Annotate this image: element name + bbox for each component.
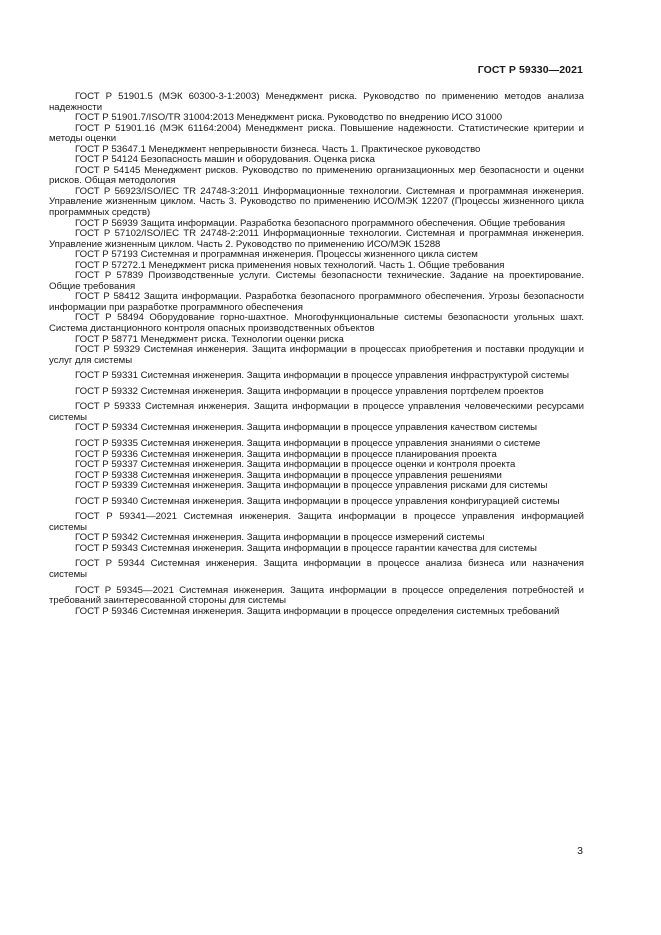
reference-item: ГОСТ Р 59329 Системная инженерия. Защита информации в процессах приобретения и поставки продукции и услуг для системы — [49, 344, 584, 366]
reference-item: ГОСТ Р 59332 Системная инженерия. Защита информации в процессе управления портфелем проектов — [75, 385, 544, 397]
reference-item: ГОСТ Р 59336 Системная инженерия. Защита информации в процессе планирования проекта — [75, 448, 497, 460]
reference-item: ГОСТ Р 53647.1 Менеджмент непрерывности бизнеса. Часть 1. Практическое руководство — [75, 143, 481, 155]
reference-item: ГОСТ Р 59346 Системная инженерия. Защита информации в процессе определения системных требований — [75, 605, 560, 617]
reference-item: ГОСТ Р 59337 Системная инженерия. Защита информации в процессе оценки и контроля проекта — [75, 459, 516, 471]
reference-item: ГОСТ Р 59344 Системная инженерия. Защита информации в процессе анализа бизнеса или назначения системы — [49, 558, 584, 580]
reference-item: ГОСТ Р 59334 Системная инженерия. Защита информации в процессе управления качеством системы — [75, 422, 538, 434]
document-header: ГОСТ Р 59330—2021 — [477, 64, 583, 76]
reference-item: ГОСТ Р 51901.5 (МЭК 60300-3-1:2003) Менеджмент риска. Руководство по применению методов анализа надежности — [49, 91, 584, 113]
reference-item: ГОСТ Р 54145 Менеджмент рисков. Руководство по применению организационных мер безопасности и оценки рисков. Общая методология — [49, 164, 584, 187]
reference-item: ГОСТ Р 59339 Системная инженерия. Защита информации в процессе управления рисками для системы — [75, 480, 548, 492]
reference-item: ГОСТ Р 59331 Системная инженерия. Защита информации в процессе управления инфраструктурой системы — [75, 370, 570, 382]
reference-item: ГОСТ Р 59340 Системная инженерия. Защита информации в процессе управления конфигурацией системы — [75, 495, 560, 507]
reference-item: ГОСТ Р 51901.16 (МЭК 61164:2004) Менеджмент риска. Повышение надежности. Статистические критерии и методы оценки — [49, 122, 584, 145]
reference-item: ГОСТ Р 54124 Безопасность машин и оборудования. Оценка риска — [75, 154, 375, 166]
normative-references-list — [49, 92, 584, 617]
reference-item: ГОСТ Р 59342 Системная инженерия. Защита информации в процессе измерений системы — [75, 532, 485, 544]
reference-item: ГОСТ Р 56923/ISO/IEC TR 24748-3:2011 Информационные технологии. Системная и программная инженерия. Управление жизненным циклом. Часть 3. Руководство по применению ИСО/МЭК 12207 (Процессы жизненного цикла программных средств) — [49, 185, 584, 219]
reference-item: ГОСТ Р 57193 Системная и программная инженерия. Процессы жизненного цикла систем — [75, 249, 478, 261]
reference-item: ГОСТ Р 58771 Менеджмент риска. Технологии оценки риска — [75, 333, 344, 345]
reference-item: ГОСТ Р 59345—2021 Системная инженерия. Защита информации в процессе определения потребностей и требований заинтересованной стороны для системы — [49, 584, 584, 607]
reference-item: ГОСТ Р 59343 Системная инженерия. Защита информации в процессе гарантии качества для системы — [75, 542, 537, 554]
reference-item: ГОСТ Р 59338 Системная инженерия. Защита информации в процессе управления решениями — [75, 469, 502, 481]
reference-item: ГОСТ Р 59333 Системная инженерия. Защита информации в процессе управления человеческими ресурсами системы — [49, 401, 584, 423]
reference-item: ГОСТ Р 57272.1 Менеджмент риска применения новых технологий. Часть 1. Общие требования — [75, 259, 505, 271]
reference-item: ГОСТ Р 59341—2021 Системная инженерия. Защита информации в процессе управления информацией системы — [49, 511, 584, 533]
reference-item: ГОСТ Р 57839 Производственные услуги. Системы безопасности технические. Задание на проектирование. Общие требования — [49, 270, 584, 292]
reference-item: ГОСТ Р 58494 Оборудование горно-шахтное. Многофункциональные системы безопасности угольных шахт. Система дистанционного контроля опасных производственных объектов — [49, 312, 584, 335]
reference-item: ГОСТ Р 51901.7/ISO/TR 31004:2013 Менеджмент риска. Руководство по внедрению ИСО 31000 — [75, 112, 503, 124]
reference-item: ГОСТ Р 59335 Системная инженерия. Защита информации в процессе управления знаниями о системе — [75, 437, 541, 449]
reference-item: ГОСТ Р 57102/ISO/IEC TR 24748-2:2011 Информационные технологии. Системная и программная инженерия. Управление жизненным циклом. Часть 2. Руководство по применению ИСО/МЭК 15288 — [49, 228, 584, 250]
reference-item: ГОСТ Р 56939 Защита информации. Разработка безопасного программного обеспечения. Общие требования — [75, 217, 566, 229]
page-number: 3 — [577, 845, 583, 857]
reference-item: ГОСТ Р 58412 Защита информации. Разработка безопасного программного обеспечения. Угрозы безопасности информации при разработке программного обеспечения — [49, 291, 584, 313]
